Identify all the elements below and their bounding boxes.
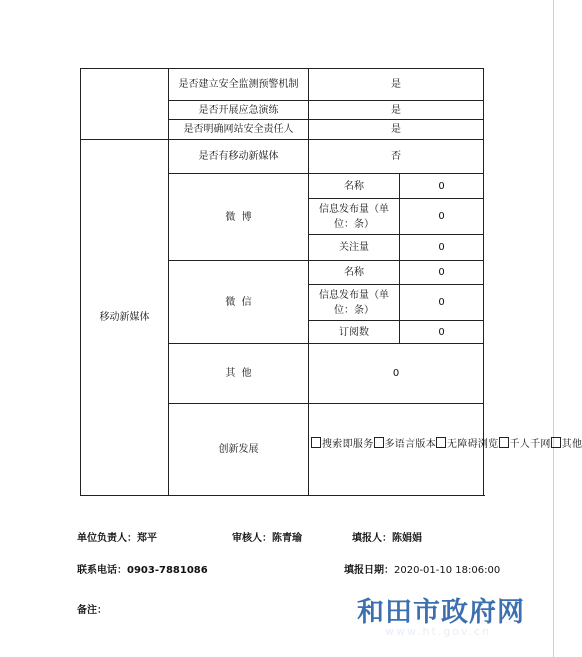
weixin-publish-value: 0 — [400, 285, 484, 321]
note-field — [77, 601, 107, 616]
checkbox[interactable] — [374, 437, 384, 448]
watermark-url: www.ht.gov.cn — [385, 625, 492, 638]
has-mobile-label: 是否有移动新媒体 — [169, 140, 309, 174]
row-value: 是 — [309, 69, 484, 101]
weixin-name-value: 0 — [400, 261, 484, 285]
weibo-publish-label: 信息发布量（单位：条） — [309, 199, 400, 235]
weibo-publish-value: 0 — [400, 199, 484, 235]
phone-field — [77, 561, 208, 576]
row-value: 是 — [309, 120, 484, 140]
reviewer-field — [232, 529, 302, 544]
reviewer-value: 陈青瑜 — [272, 533, 302, 544]
option-label: 搜索即服务 — [322, 439, 374, 450]
responsible-field — [77, 529, 157, 544]
mobile-section-label: 移动新媒体 — [81, 140, 169, 496]
page-edge — [553, 0, 554, 657]
table-row — [81, 69, 484, 101]
has-mobile-value: 否 — [309, 140, 484, 174]
date-field — [344, 561, 500, 576]
filler-field — [352, 529, 422, 544]
phone-label: 联系电话： — [77, 565, 127, 576]
innovation-options — [309, 404, 582, 496]
table-row — [81, 140, 484, 174]
row-value: 是 — [309, 101, 484, 120]
note-label: 备注： — [77, 605, 107, 616]
weixin-subscribe-value: 0 — [400, 321, 484, 344]
other-label: 其 他 — [169, 344, 309, 404]
date-label: 填报日期： — [344, 565, 394, 576]
innovation-label: 创新发展 — [169, 404, 309, 496]
weibo-name-label: 名称 — [309, 174, 400, 199]
checkbox[interactable] — [311, 437, 321, 448]
filler-value: 陈娟娟 — [392, 533, 422, 544]
date-value: 2020-01-10 18:06:00 — [394, 565, 501, 576]
weibo-follow-value: 0 — [400, 235, 484, 261]
checkbox[interactable] — [551, 437, 561, 448]
weibo-follow-label: 关注量 — [309, 235, 400, 261]
option-label: 其他 — [561, 439, 582, 450]
weixin-publish-label: 信息发布量（单位：条） — [309, 285, 400, 321]
responsible-value: 郑平 — [137, 533, 157, 544]
weixin-name-label: 名称 — [309, 261, 400, 285]
watermark-logo: 和田市政府网 — [357, 597, 525, 628]
blank-cell — [81, 69, 169, 140]
reviewer-label: 审核人： — [232, 533, 272, 544]
option-label: 千人千网 — [509, 439, 551, 450]
option-label: 多语言版本 — [384, 439, 436, 450]
checkbox[interactable] — [499, 437, 509, 448]
responsible-label: 单位负责人： — [77, 533, 137, 544]
report-table — [80, 68, 582, 496]
filler-label: 填报人： — [352, 533, 392, 544]
weibo-label: 微 博 — [169, 174, 309, 261]
other-value: 0 — [309, 344, 484, 404]
weixin-subscribe-label: 订阅数 — [309, 321, 400, 344]
row-label: 是否开展应急演练 — [169, 101, 309, 120]
phone-value: 0903-7881086 — [127, 565, 208, 576]
weixin-label: 微 信 — [169, 261, 309, 344]
option-label: 无障碍浏览 — [447, 439, 499, 450]
row-label: 是否建立安全监测预警机制 — [169, 69, 309, 101]
checkbox[interactable] — [436, 437, 446, 448]
weibo-name-value: 0 — [400, 174, 484, 199]
row-label: 是否明确网站安全责任人 — [169, 120, 309, 140]
